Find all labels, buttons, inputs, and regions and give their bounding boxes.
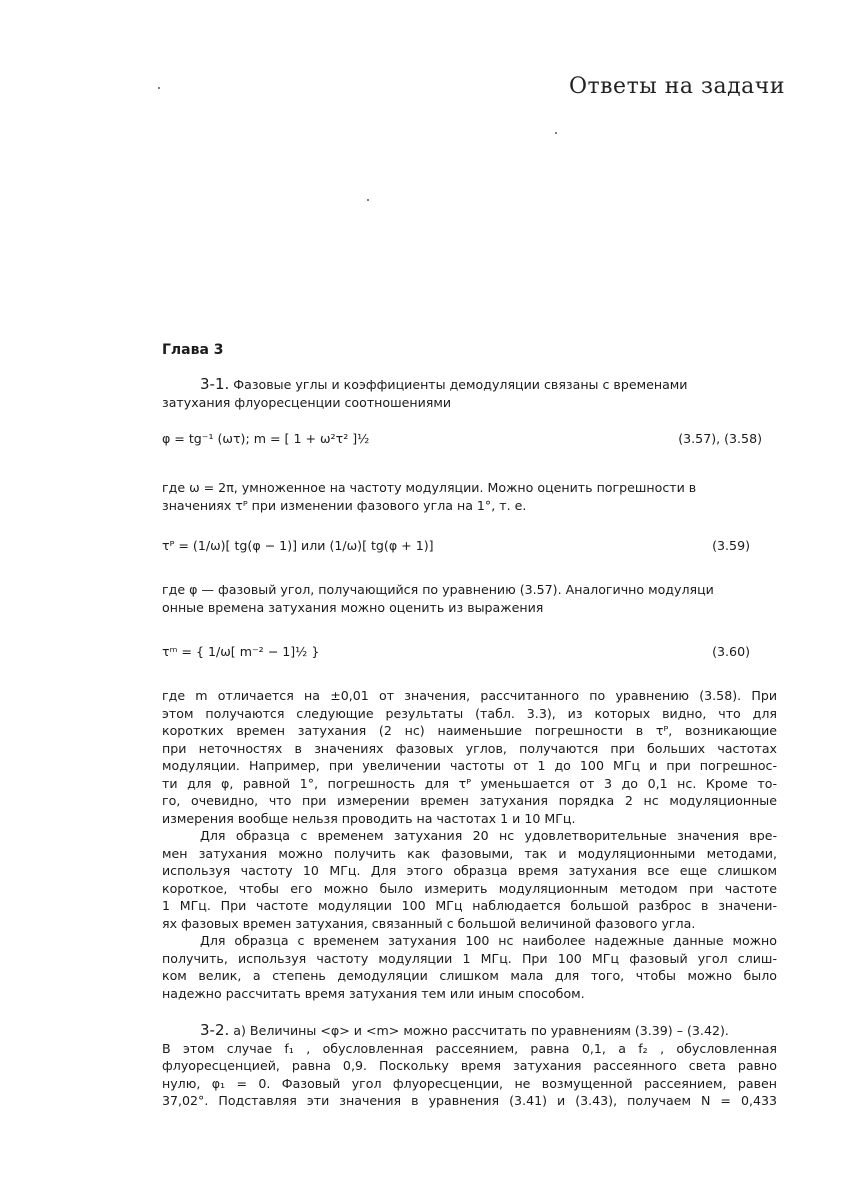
- equation-3-60: [162, 644, 762, 668]
- problem-3-1-text-2: [162, 479, 777, 514]
- scan-speck: [555, 132, 557, 134]
- text-line: ти для φ, равной 1°, погрешность для τᴾ уменьшается от 3 до 0,1 нс. Кроме то-: [162, 775, 777, 791]
- text-line: 1 МГц. При частоте модуляции 100 МГц наблюдается большой разброс в значени-: [162, 898, 777, 913]
- text-line: го, очевидно, что при измерении времен затухания порядка 2 нс модуляционные: [162, 793, 777, 808]
- problem-3-1-intro: [162, 376, 777, 411]
- equation-3-59: [162, 538, 762, 562]
- problem-number: 3-1.: [200, 375, 230, 393]
- text-line: надежно рассчитать время затухания тем или иным способом.: [162, 985, 585, 1001]
- text-segment: а) Величины <φ> и <m> можно рассчитать по уравнениям (3.39) – (3.42).: [233, 1023, 729, 1038]
- text-line: [162, 376, 777, 394]
- text-line: получить, используя частоту модуляции 1 МГц. При 100 МГц фазовый угол слиш-: [162, 950, 777, 966]
- equation-number: (3.60): [712, 644, 750, 659]
- text-line: модуляции. Например, при увеличении частоты от 1 до 100 МГц и при погрешнос-: [162, 758, 777, 773]
- text-segment: Фазовые углы и коэффициенты демодуляции связаны с временами: [233, 377, 688, 392]
- text-line: [162, 1022, 777, 1040]
- text-line: мен затухания можно получить как фазовыми, так и модуляционными методами,: [162, 845, 777, 861]
- text-line: этом получаются следующие результаты (табл. 3.3), из которых видно, что для: [162, 705, 777, 721]
- text-line: ях фазовых времен затухания, связанный с большой величиной фазового угла.: [162, 915, 696, 931]
- page-title: Ответы на задачи: [568, 74, 785, 99]
- equation-number: (3.57), (3.58): [678, 431, 762, 446]
- text-line: В этом случае f₁ , обусловленная рассеянием, равна 0,1, а f₂ , обусловленная: [162, 1040, 777, 1056]
- scan-speck: [158, 87, 160, 89]
- equation-formula: τᴾ = (1/ω)[ tg(φ − 1)] или (1/ω)[ tg(φ + 1)]: [162, 538, 434, 553]
- paragraph: [162, 687, 777, 1002]
- text-line: при неточностях в значениях фазовых углов, получаются при больших частотах: [162, 740, 777, 756]
- text-line: флуоресценцией, равна 0,9. Поскольку время затухания рассеянного света равно: [162, 1058, 777, 1073]
- text-line: короткое, чтобы его можно было измерить модуляционным методом при частоте: [162, 880, 777, 896]
- text-line: где φ — фазовый угол, получающийся по уравнению (3.57). Аналогично модуляци: [162, 582, 714, 597]
- equation-formula: τᵐ = { 1/ω[ m⁻² − 1]½ }: [162, 644, 320, 659]
- scan-speck: [367, 199, 369, 201]
- text-line: онные времена затухания можно оценить из выражения: [162, 599, 544, 615]
- chapter-heading: Глава 3: [162, 342, 224, 358]
- text-line: где ω = 2π, умноженное на частоту модуляции. Можно оценить погрешности в: [162, 480, 697, 495]
- text-line: измерения вообще нельзя проводить на частотах 1 и 10 МГц.: [162, 810, 576, 826]
- text-line: где m отличается на ±0,01 от значения, рассчитанного по уравнению (3.58). При: [162, 688, 777, 703]
- problem-3-2: [162, 1022, 777, 1110]
- text-line: ком велик, а степень демодуляции слишком мала для того, чтобы можно было: [162, 968, 777, 983]
- equation-number: (3.59): [712, 538, 750, 553]
- text-line: 37,02°. Подставляя эти значения в уравнения (3.41) и (3.43), получаем N = 0,433: [162, 1093, 777, 1108]
- text-line: нулю, φ₁ = 0. Фазовый угол флуоресценции, не возмущенной рассеянием, равен: [162, 1075, 777, 1091]
- text-line: используя частоту 10 МГц. Для этого образца время затухания все еще слишком: [162, 863, 777, 878]
- problem-3-1-text-3: [162, 581, 777, 616]
- text-line: значениях τᴾ при изменении фазового угла на 1°, т. е.: [162, 497, 527, 513]
- problem-number: 3-2.: [200, 1021, 230, 1039]
- equation-formula: φ = tg⁻¹ (ωτ); m = [ 1 + ω²τ² ]½: [162, 431, 370, 446]
- text-line: Для образца с временем затухания 100 нс наиболее надежные данные можно: [200, 933, 777, 948]
- text-line: Для образца с временем затухания 20 нс удовлетворительные значения вре-: [200, 828, 777, 843]
- equation-3-57-3-58: [162, 431, 762, 455]
- text-line: затухания флуоресценции соотношениями: [162, 394, 452, 410]
- text-line: коротких времен затухания (2 нс) наименьшие погрешности в τᴾ, возникающие: [162, 723, 777, 738]
